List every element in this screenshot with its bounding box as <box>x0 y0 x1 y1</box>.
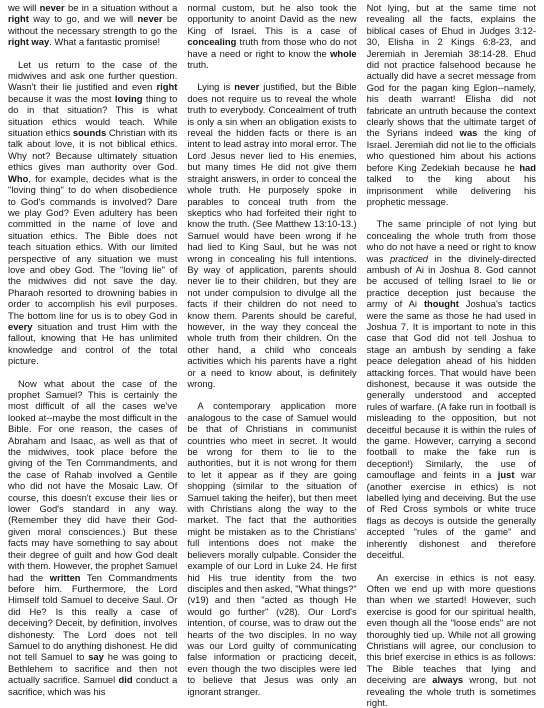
text-run: . What a fantastic promise! <box>49 36 160 47</box>
text-run: way to go, and we will <box>29 13 138 24</box>
text-column-1 <box>8 2 177 688</box>
text-run: Joshua's tactics were the same as those he had used in Joshua 7. It is important to note in this case that God did not tell Joshua to stage an ambush by sending a fake peace delegation ahead of his hidden attacking forces. That would have been dishonest, because it was outside the generally understood and accepted rules of warfare. (A fake run in football is misleading to the opposition, but not deceitful because it is within the rules of the game. However, carrying a second football to make the fake run is deception!) Similarly, the use of camouflage and feints in a <box>367 298 536 480</box>
text-run: An exercise in ethics is not easy. Often we end up with more questions than when we started! However, such exercise is good for our spiritual health, even though all the "loose ends" are not thoroughly tied up. While not all growing Christians will agree, our conclusion to this brief exercise in ethics is as follows: The Bible teaches that lying and deceiving are <box>367 572 536 686</box>
text-run: talked to the king about his imprisonment while delivering his prophetic message. <box>367 173 536 207</box>
paragraph <box>8 2 177 48</box>
text-run: , for example, decides what is the "loving thing" to do when disobedience to God's commands is involved? Dare we play God? Even adultery has been committed in the name of love and situation ethics. The Bible does not teach situation ethics. With our limited perspective of any situation we must love and obey God. The "loving lie" of the midwives did not save the day. Pharaoh resorted to drowning babies in order to accomplish his evil purposes. The bottom line for us is to obey God in <box>8 173 177 321</box>
text-run: war (another exercise in ethics) is not labelled lying and deceiving. But the use of Red Cross symbols or white truce flags as decoys is outside the generally accepted "rules of the game" and inherently dishonest and therefore deceitful. <box>367 469 536 560</box>
text-run: because it was the most <box>8 93 115 104</box>
emphasis-bold: did <box>119 674 133 685</box>
paragraph <box>8 59 177 367</box>
emphasis-bold: never <box>138 13 163 24</box>
emphasis-bold: say <box>88 651 104 662</box>
emphasis-bold: concealing <box>187 36 236 47</box>
emphasis-bold: had <box>519 162 536 173</box>
paragraph <box>187 81 356 389</box>
text-run: truth. <box>187 59 208 70</box>
text-run: he was going to Bethlehem to sacrifice and then not actually sacrifice. Samuel <box>8 651 177 685</box>
emphasis-bold: right <box>8 13 29 24</box>
emphasis-bold: was <box>460 127 478 138</box>
text-run: situation and trust Him with the fallout, knowing that He has unlimited knowledge and control of the total picture. <box>8 321 177 366</box>
emphasis-bold: right way <box>8 36 49 47</box>
text-run: Lying is <box>197 81 234 92</box>
text-run: in the divinely-directed ambush of Ai in Joshua 8. God cannot be accused of telling Israel to lie or practice deception just because the army of Ai <box>367 253 536 310</box>
emphasis-bold: whole <box>330 48 357 59</box>
text-run: Now what about the case of the prophet Samuel? This is certainly the most difficult of all the cases we've looked at--maybe the most difficult in the Bible. For one reason, the cases of Abraham and Isaac, as well as that of the midwives, took place before the giving of the Ten Commandments, and the case of Rahab involved a Gentile who did not have the Mosaic Law. Of course, this doesn't excuse their lies or lower God's standard in any way. (Remember they did have their God-given moral consciences.) But these facts may have something to say about their degree of guilt and how God dealt with them. However, the prophet Samuel had the <box>8 378 177 583</box>
text-run: we will <box>8 2 40 13</box>
emphasis-bold: right <box>156 81 177 92</box>
text-run: conduct a sacrifice, which was his <box>8 674 177 696</box>
text-run: justified, but the Bible does not require us to reveal the whole truth to everybody. Concealment of truth is only a sin when an obligation exists to reveal the hidden facts or there is an intent to lead astray into moral error. The Lord Jesus never lied to His enemies, but many times He did not give them straight answers, in order to conceal the whole truth. He purposely spoke in parables to conceal truth from the skeptics who had forfeited their right to know the truth. (See Matthew 13:10-13.) Samuel would have been wrong if he had lied to King Saul, but he was not wrong in concealing his full intentions. By way of application, parents should never lie to their children, but they are not under compulsion to divulge all the facts if their children do not need to know them. Parents should be careful, however, in the way they conceal the whole truth from their children. On the other hand, a child who conceals activities which his parents have a right or a need to know about, is definitely wrong. <box>187 81 356 389</box>
emphasis-italic: practiced <box>390 253 428 264</box>
text-column-3 <box>367 2 536 688</box>
text-run: be without the necessary strength to go the <box>8 13 177 35</box>
emphasis-bold: never <box>40 2 65 13</box>
emphasis-bold: written <box>50 572 81 583</box>
emphasis-bold: always <box>432 674 463 685</box>
emphasis-bold: just <box>498 469 515 480</box>
text-run: Ten Commandments before him. Furthermore, the Lord Himself told Samuel to deceive Saul. Or did He? Is this really a case of deceiving? Deceit, by definition, involves dishonesty. The Lord does not tell Samuel to do anything dishonest. He did not tell Samuel to <box>8 572 177 663</box>
emphasis-bold: every <box>8 321 33 332</box>
text-run: Let us return to the case of the midwives and ask one further question. Wasn't their lie justified and even <box>8 59 177 93</box>
emphasis-bold: never <box>234 81 259 92</box>
text-run: the king of Israel. Jeremiah did not lie to the officials who questioned him about his actions before King Zedekiah because he <box>367 127 536 172</box>
paragraph <box>367 218 536 560</box>
emphasis-bold: thought <box>424 298 459 309</box>
emphasis-bold: sounds <box>73 127 106 138</box>
text-run: truth from those who do not have a need or right to know the <box>187 36 356 58</box>
text-column-2 <box>187 2 356 688</box>
text-run: Christian with its talk about love, it is not biblical ethics. Why not? Because ultimately situation ethics gives man authority over God. <box>8 127 177 172</box>
text-run: The same principle of not lying but concealing the whole truth from those who do not have a need or right to know was <box>367 218 536 263</box>
text-run: normal custom, but he also took the opportunity to anoint David as the new King of Israel. This is a case of <box>187 2 356 36</box>
paragraph <box>8 378 177 697</box>
text-run: wrong, but not revealing the whole truth is sometimes right. <box>367 674 536 708</box>
text-run: be in a situation without a <box>65 2 178 13</box>
text-run: thing to do in that situation? This is what situation ethics would teach. While situation ethics <box>8 93 177 138</box>
paragraph <box>187 400 356 697</box>
text-run: A contemporary application more analogous to the case of Samuel would be that of Christians in communist countries who meet in secret. It would be wrong for them to lie to the authorities, but it is not wrong for them to let it appear as if they are going shopping (similar to the situation of Samuel taking the heifer), but then meet with Christians along the way to the market. The fact that the authorities might be mistaken as to the Christians' full intentions does not make the believers morally culpable. Consider the example of our Lord in Luke 24. He first hid His true identity from the two disciples and then asked, "What things?" (v19) and then "acted as though He would go further" (v28). Our Lord's intention, of course, was to draw out the hearts of the two disciples. In no way was our Lord guilty of communicating false information or practicing deceit, even though the two disciples were led to believe that Jesus was only an ignorant stranger. <box>187 400 356 696</box>
paragraph <box>367 2 536 207</box>
paragraph <box>187 2 356 70</box>
emphasis-bold: loving <box>115 93 143 104</box>
emphasis-bold: Who <box>8 173 28 184</box>
text-run: Not lying, but at the same time not revealing all the facts, explains the biblical cases of Ehud in Judges 3:12-30, Elisha in 2 Kings 6:8-23, and Jeremiah in Jeremiah 38:14-28. Ehud did not practice falsehood because he actually did have a secret message from God for the pagan king Eglon--namely, his death warrant! Elisha did not fabricate an untruth because the context clearly shows that the ultimate target of the Syrians indeed <box>367 2 536 138</box>
